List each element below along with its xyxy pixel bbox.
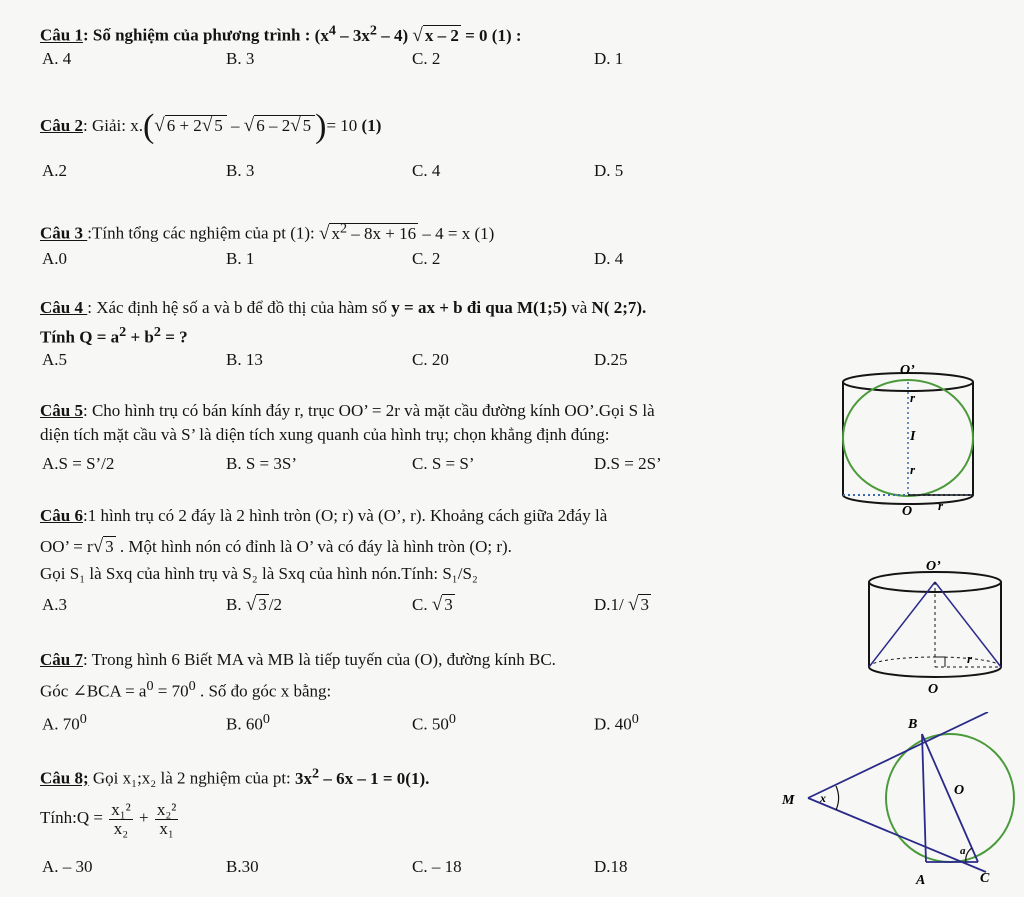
cyl2-label-bottom: O xyxy=(928,682,939,697)
q7-label: Câu 7 xyxy=(40,650,83,669)
q4-label: Câu 4 xyxy=(40,298,88,317)
cyl1-label-r2: r xyxy=(910,462,916,477)
fig3-label-m: M xyxy=(782,793,795,808)
q4-option-a[interactable]: A.5 xyxy=(42,350,68,369)
q8-option-a[interactable]: A. – 30 xyxy=(42,857,93,876)
cyl2-label-top: O’ xyxy=(926,559,941,574)
q7-option-b[interactable]: B. $60^0$ xyxy=(226,711,270,734)
q6-text: :1 hình trụ có 2 đáy là 2 hình tròn (O; r) và (O’, r). Khoảng cách giữa 2đáy là xyxy=(82,506,608,525)
q5-option-b[interactable]: B. S = 3S’ xyxy=(226,454,297,473)
angle-x-arc xyxy=(836,786,839,810)
q5-text: : Cho hình trụ có bán kính đáy r, trục OO’ = 2r và mặt cầu đường kính OO’.Gọi S là xyxy=(82,401,655,420)
q5-option-a[interactable]: A.S = S’/2 xyxy=(42,454,115,473)
cone-left xyxy=(869,582,935,667)
q4-line2: Tính $Q = a^2 + b^2$ = ? xyxy=(40,324,188,347)
q2-label: Câu 2 xyxy=(40,116,83,135)
q5-option-d[interactable]: D.S = 2S’ xyxy=(594,454,662,473)
tangent-ma xyxy=(808,798,986,872)
q4-stem: Câu 4 : Xác định hệ số a và b để đồ thị của hàm số y = ax + b đi qua M(1;5) và N( 2;7). xyxy=(40,298,647,317)
q3-option-a[interactable]: A.0 xyxy=(42,249,68,268)
q2-equation: x.(√ 6 + 2√ 5 – √ 6 – 2√ 5 )= 10 (1) xyxy=(130,108,382,145)
q4-point-m: M(1;5) xyxy=(516,298,567,317)
q5-label: Câu 5 xyxy=(40,401,83,420)
q3-equation: √ $x^2 - 8x + 16 - 4 = x$ (1) xyxy=(319,220,495,244)
q5-line2: diện tích mặt cầu và S’ là diện tích xung quanh của hình trụ; chọn khẳng định đúng: xyxy=(40,425,610,444)
q3-option-b[interactable]: B. 1 xyxy=(226,249,255,268)
right-angle-mark xyxy=(935,657,945,667)
cyl1-label-mid: I xyxy=(910,429,916,444)
cyl1-label-bottom: O xyxy=(902,504,913,519)
q4-function: y = ax + b xyxy=(391,298,463,317)
q6-option-c[interactable]: C. √ 3 xyxy=(412,594,453,615)
q8-option-c[interactable]: C. – 18 xyxy=(412,857,462,876)
q8-option-b[interactable]: B.30 xyxy=(226,857,259,876)
q8-label: Câu 8; xyxy=(40,768,89,788)
q4-option-c[interactable]: C. 20 xyxy=(412,350,449,369)
q7-option-c[interactable]: C. $50^0$ xyxy=(412,711,456,734)
fig3-label-a-angle: a xyxy=(960,845,966,857)
q7-text: : Trong hình 6 Biết MA và MB là tiếp tuyến của (O), đường kính BC. xyxy=(82,650,556,669)
cylinder-sphere-figure xyxy=(838,360,988,525)
q1-option-c[interactable]: C. 2 xyxy=(412,49,441,68)
q2-option-c[interactable]: C. 4 xyxy=(412,161,441,180)
q7-option-d[interactable]: D. $40^0$ xyxy=(594,711,639,734)
q3-option-c[interactable]: C. 2 xyxy=(412,249,441,268)
segment-ba xyxy=(922,734,926,862)
fig3-label-c: C xyxy=(980,871,990,886)
q4-point-n: N( 2;7). xyxy=(591,298,647,317)
q5-option-c[interactable]: C. S = S’ xyxy=(412,454,475,473)
cyl2-label-r: r xyxy=(967,651,973,666)
q6-option-b[interactable]: B. √ 3 /2 xyxy=(226,594,283,615)
q3-label: Câu 3 xyxy=(40,223,88,243)
q2-option-b[interactable]: B. 3 xyxy=(226,161,255,180)
q1-text: : Số nghiệm của phương trình : xyxy=(82,25,311,45)
q1-option-a[interactable]: A. 4 xyxy=(42,49,72,68)
q6-line2: OO’ = r√ 3 . Một hình nón có đỉnh là O’ và có đáy là hình tròn (O; r). xyxy=(40,536,512,557)
q7-option-a[interactable]: A. $70^0$ xyxy=(42,711,87,734)
diameter-bc xyxy=(922,734,978,862)
q1-option-b[interactable]: B. 3 xyxy=(226,49,255,68)
q6-option-a[interactable]: A.3 xyxy=(42,595,68,614)
q4-option-b[interactable]: B. 13 xyxy=(226,350,263,369)
fig3-label-x: x xyxy=(820,791,826,805)
fig3-label-o: O xyxy=(954,783,965,798)
tangent-circle-figure xyxy=(780,712,1020,892)
cyl1-label-r1: r xyxy=(910,390,916,405)
q1-equation: $(x^4 - 3x^2 - 4)$ √ x – 2 = 0 (1) : xyxy=(314,22,522,46)
q8-equation: $3x^2 - 6x - 1 = 0(1)$. xyxy=(295,765,430,788)
q2-option-d[interactable]: D. 5 xyxy=(594,161,624,180)
q7-stem xyxy=(40,650,556,670)
q2-option-a[interactable]: A.2 xyxy=(42,161,68,180)
q2-text: : Giải: xyxy=(82,116,126,135)
q1-stem xyxy=(40,20,522,46)
cyl2-bottom-front xyxy=(869,667,1001,677)
q3-stem xyxy=(40,218,494,244)
q1-label: Câu 1 xyxy=(40,25,83,45)
q6-label: Câu 6 xyxy=(40,506,83,525)
q2-stem xyxy=(40,108,382,145)
q8-text: Gọi x₁;x₂ là 2 nghiệm của pt: xyxy=(88,768,296,788)
cyl1-label-r3: r xyxy=(938,498,944,513)
cylinder-cone-figure xyxy=(862,555,1012,700)
q1-option-d[interactable]: D. 1 xyxy=(594,49,624,68)
fig3-label-b: B xyxy=(908,717,918,732)
q8-stem xyxy=(40,763,429,789)
q4-text: : Xác định hệ số a và b để đồ thị của hàm số xyxy=(87,298,392,317)
q3-option-d[interactable]: D. 4 xyxy=(594,249,624,268)
q6-line3: Gọi S₁ là Sxq của hình trụ và S₂ là Sxq của hình nón.Tính: S₁/S₂ xyxy=(40,564,478,583)
q3-text: :Tính tổng các nghiệm của pt (1): xyxy=(87,223,315,243)
q7-line2: Góc ∠BCA = $a^0 = 70^0$ . Số đo góc x bằng: xyxy=(40,678,332,701)
q6-stem xyxy=(40,506,607,526)
cyl1-label-top: O’ xyxy=(900,363,915,378)
q8-option-d[interactable]: D.18 xyxy=(594,857,628,876)
q6-option-d[interactable]: D.1/ √ 3 xyxy=(594,594,649,615)
q8-line2: Tính:Q = $\frac{\text{x₁²}}{\text{x₂}}$ + $\frac{\text{x₂²}}{\text{x₁}}$ xyxy=(40,799,177,838)
fig3-label-a: A xyxy=(916,873,926,888)
q4-option-d[interactable]: D.25 xyxy=(594,350,628,369)
q5-stem xyxy=(40,401,655,421)
